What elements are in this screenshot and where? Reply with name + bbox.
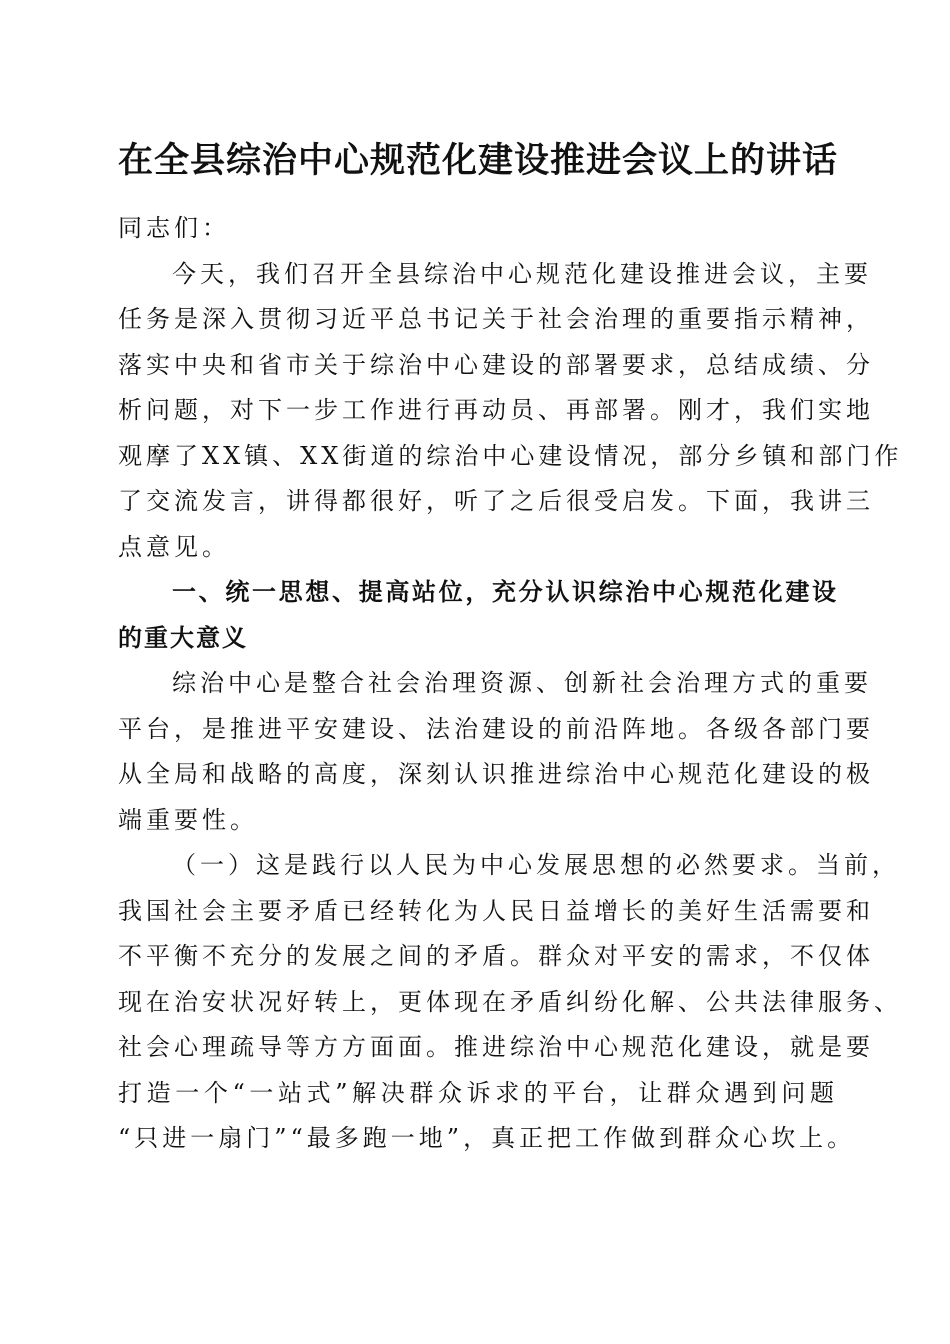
document-body <box>118 206 903 1162</box>
paragraph-line: 现在治安状况好转上，更体现在矛盾纠纷化解、公共法律服务、 <box>118 987 902 1016</box>
paragraph-line: （一）这是践行以人民为中心发展思想的必然要求。当前， <box>172 851 900 879</box>
paragraph-line: 观摩了XX镇、XX街道的综治中心建设情况，部分乡镇和部门作 <box>118 441 903 470</box>
section-heading-line: 的重大意义 <box>118 623 248 652</box>
paragraph-line: 从全局和战略的高度，深刻认识推进综治中心规范化建设的极 <box>118 760 874 788</box>
paragraph-line: 我国社会主要矛盾已经转化为人民日益增长的美好生活需要和 <box>118 896 874 925</box>
paragraph-line: 落实中央和省市关于综治中心建设的部署要求，总结成绩、分 <box>118 350 874 379</box>
paragraph-line: 今天，我们召开全县综治中心规范化建设推进会议，主要 <box>172 259 872 288</box>
paragraph-line: 析问题，对下一步工作进行再动员、再部署。刚才，我们实地 <box>118 396 874 424</box>
body-lines <box>118 252 903 1162</box>
paragraph-line: 了交流发言，讲得都很好，听了之后很受启发。下面，我讲三 <box>118 487 874 515</box>
paragraph-line: 社会心理疏导等方方面面。推进综治中心规范化建设，就是要 <box>118 1033 874 1061</box>
paragraph-line: 任务是深入贯彻习近平总书记关于社会治理的重要指示精神， <box>118 305 874 333</box>
section-heading-line: 一、统一思想、提高站位，充分认识综治中心规范化建设 <box>172 578 838 606</box>
paragraph-line: 平台，是推进平安建设、法治建设的前沿阵地。各级各部门要 <box>118 714 874 743</box>
paragraph-line: “只进一扇门”“最多跑一地”，真正把工作做到群众心坎上。 <box>118 1124 856 1152</box>
paragraph-line: 端重要性。 <box>118 805 258 834</box>
salutation: 同志们： <box>118 214 230 242</box>
document-title: 在全县综治中心规范化建设推进会议上的讲话 <box>118 140 839 181</box>
paragraph-line: 综治中心是整合社会治理资源、创新社会治理方式的重要 <box>172 669 872 697</box>
paragraph-line: 点意见。 <box>118 532 230 561</box>
paragraph-line: 打造一个“一站式”解决群众诉求的平台，让群众遇到问题 <box>118 1078 838 1107</box>
paragraph-line: 不平衡不充分的发展之间的矛盾。群众对平安的需求，不仅体 <box>118 942 874 970</box>
